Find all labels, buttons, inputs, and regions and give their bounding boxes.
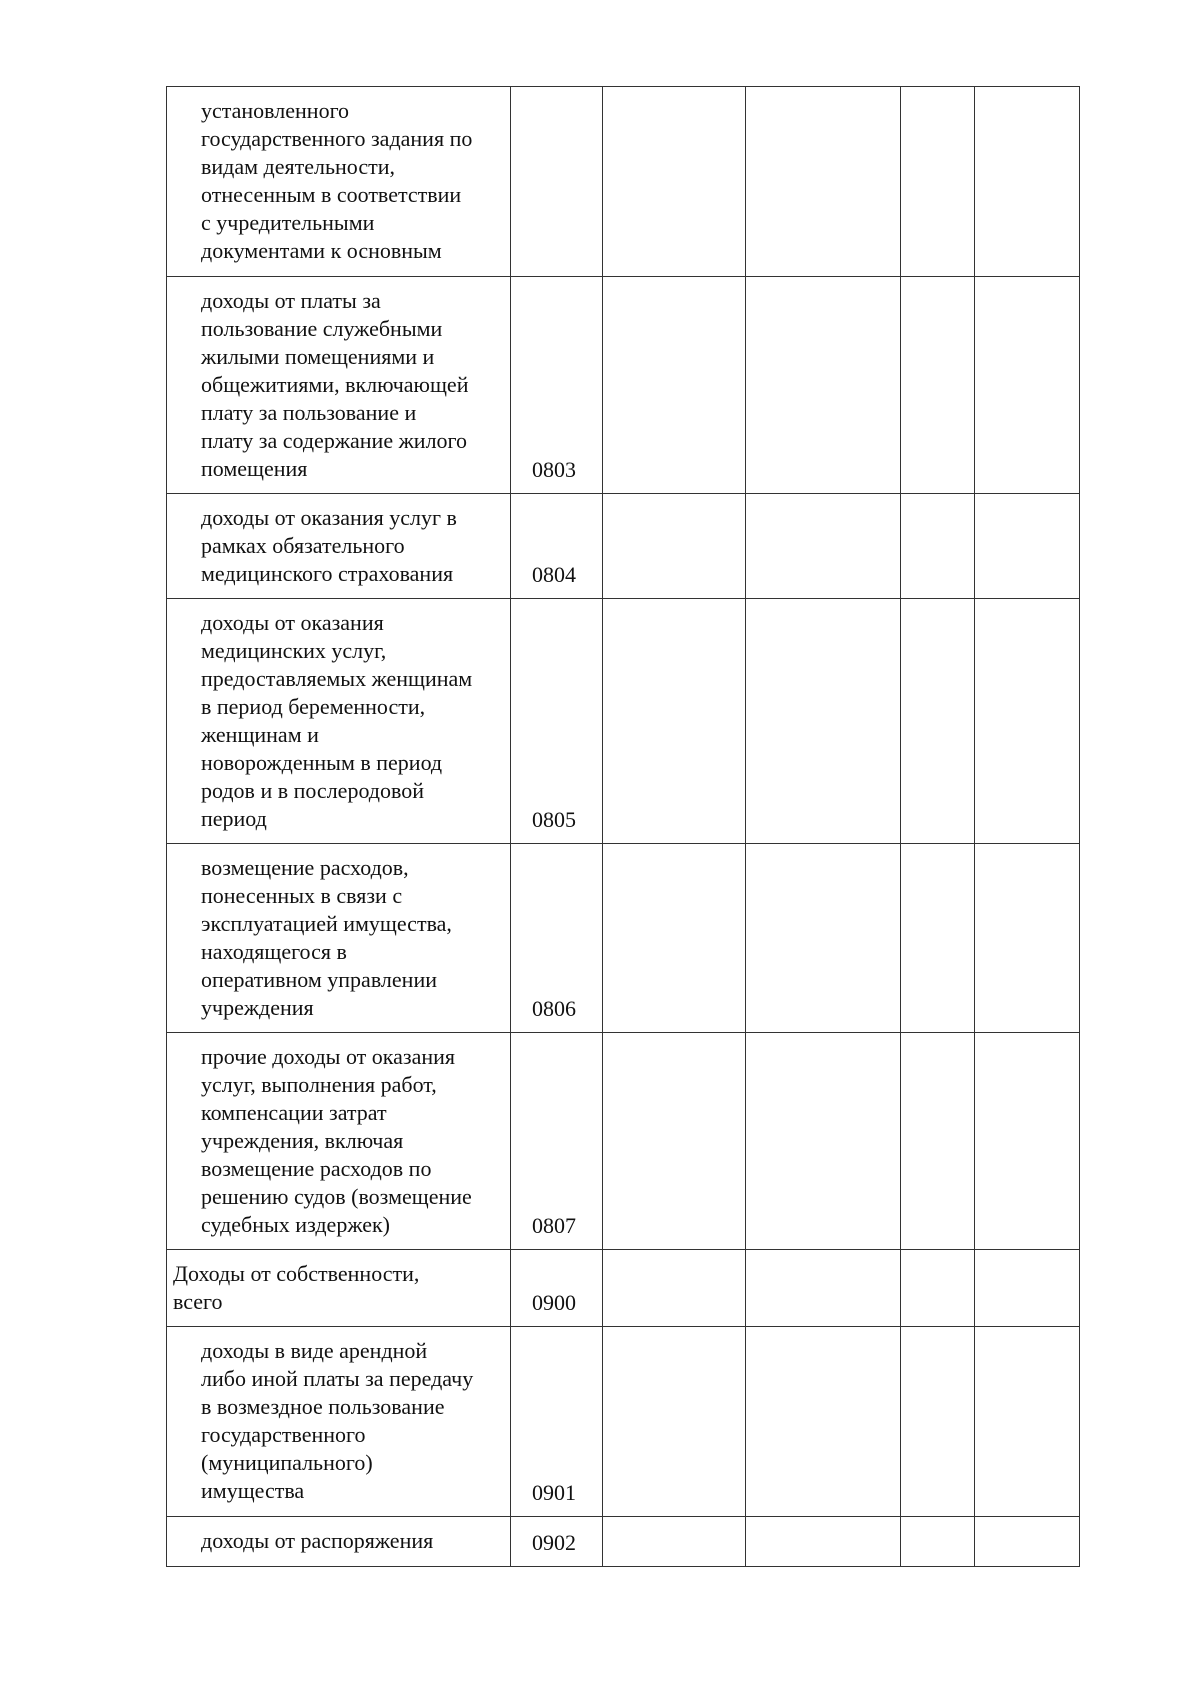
row-label: Доходы от собственности, всего (167, 1250, 511, 1327)
table-row (167, 494, 1080, 599)
value-cell (603, 1327, 746, 1517)
value-cell (746, 844, 901, 1033)
value-cell (975, 1517, 1080, 1567)
value-cell (603, 1033, 746, 1250)
row-label: установленного государственного задания по видам деятельности, отнесенным в соответствии с учредительными документами к основным (167, 87, 511, 277)
value-cell (746, 1033, 901, 1250)
table-row (167, 1327, 1080, 1517)
value-cell (603, 494, 746, 599)
table-row (167, 844, 1080, 1033)
row-label: доходы от платы за пользование служебными жилыми помещениями и общежитиями, включающей плату за пользование и плату за содержание жилого помещения (167, 277, 511, 494)
row-label: доходы от распоряжения (167, 1517, 511, 1567)
value-cell (746, 277, 901, 494)
table-row (167, 599, 1080, 844)
value-cell (975, 494, 1080, 599)
value-cell (975, 87, 1080, 277)
value-cell (901, 494, 975, 599)
value-cell (603, 599, 746, 844)
row-code: 0804 (511, 494, 603, 599)
value-cell (901, 599, 975, 844)
value-cell (746, 599, 901, 844)
row-code: 0805 (511, 599, 603, 844)
value-cell (901, 1517, 975, 1567)
value-cell (901, 87, 975, 277)
value-cell (746, 494, 901, 599)
row-code: 0900 (511, 1250, 603, 1327)
table-row (167, 1517, 1080, 1567)
value-cell (746, 87, 901, 277)
row-label: доходы от оказания медицинских услуг, предоставляемых женщинам в период беременности, женщинам и новорожденным в период родов и в послеродовой период (167, 599, 511, 844)
value-cell (975, 1327, 1080, 1517)
row-label: возмещение расходов, понесенных в связи с эксплуатацией имущества, находящегося в оперативном управлении учреждения (167, 844, 511, 1033)
row-label: доходы в виде арендной либо иной платы за передачу в возмездное пользование государственного (муниципального) имущества (167, 1327, 511, 1517)
income-table (166, 86, 1080, 1567)
value-cell (901, 1033, 975, 1250)
value-cell (975, 844, 1080, 1033)
value-cell (901, 844, 975, 1033)
row-label: прочие доходы от оказания услуг, выполнения работ, компенсации затрат учреждения, включая возмещение расходов по решению судов (возмещение судебных издержек) (167, 1033, 511, 1250)
value-cell (975, 1250, 1080, 1327)
value-cell (901, 1250, 975, 1327)
row-code: 0901 (511, 1327, 603, 1517)
row-code: 0807 (511, 1033, 603, 1250)
table-row (167, 277, 1080, 494)
value-cell (901, 1327, 975, 1517)
value-cell (746, 1327, 901, 1517)
table-row (167, 1250, 1080, 1327)
table-row (167, 87, 1080, 277)
value-cell (603, 1250, 746, 1327)
table-row (167, 1033, 1080, 1250)
row-code: 0902 (511, 1517, 603, 1567)
row-code: 0803 (511, 277, 603, 494)
value-cell (975, 599, 1080, 844)
row-code (511, 87, 603, 277)
row-label: доходы от оказания услуг в рамках обязательного медицинского страхования (167, 494, 511, 599)
value-cell (975, 277, 1080, 494)
value-cell (603, 1517, 746, 1567)
value-cell (901, 277, 975, 494)
value-cell (746, 1250, 901, 1327)
value-cell (603, 844, 746, 1033)
value-cell (975, 1033, 1080, 1250)
value-cell (603, 87, 746, 277)
value-cell (746, 1517, 901, 1567)
row-code: 0806 (511, 844, 603, 1033)
value-cell (603, 277, 746, 494)
